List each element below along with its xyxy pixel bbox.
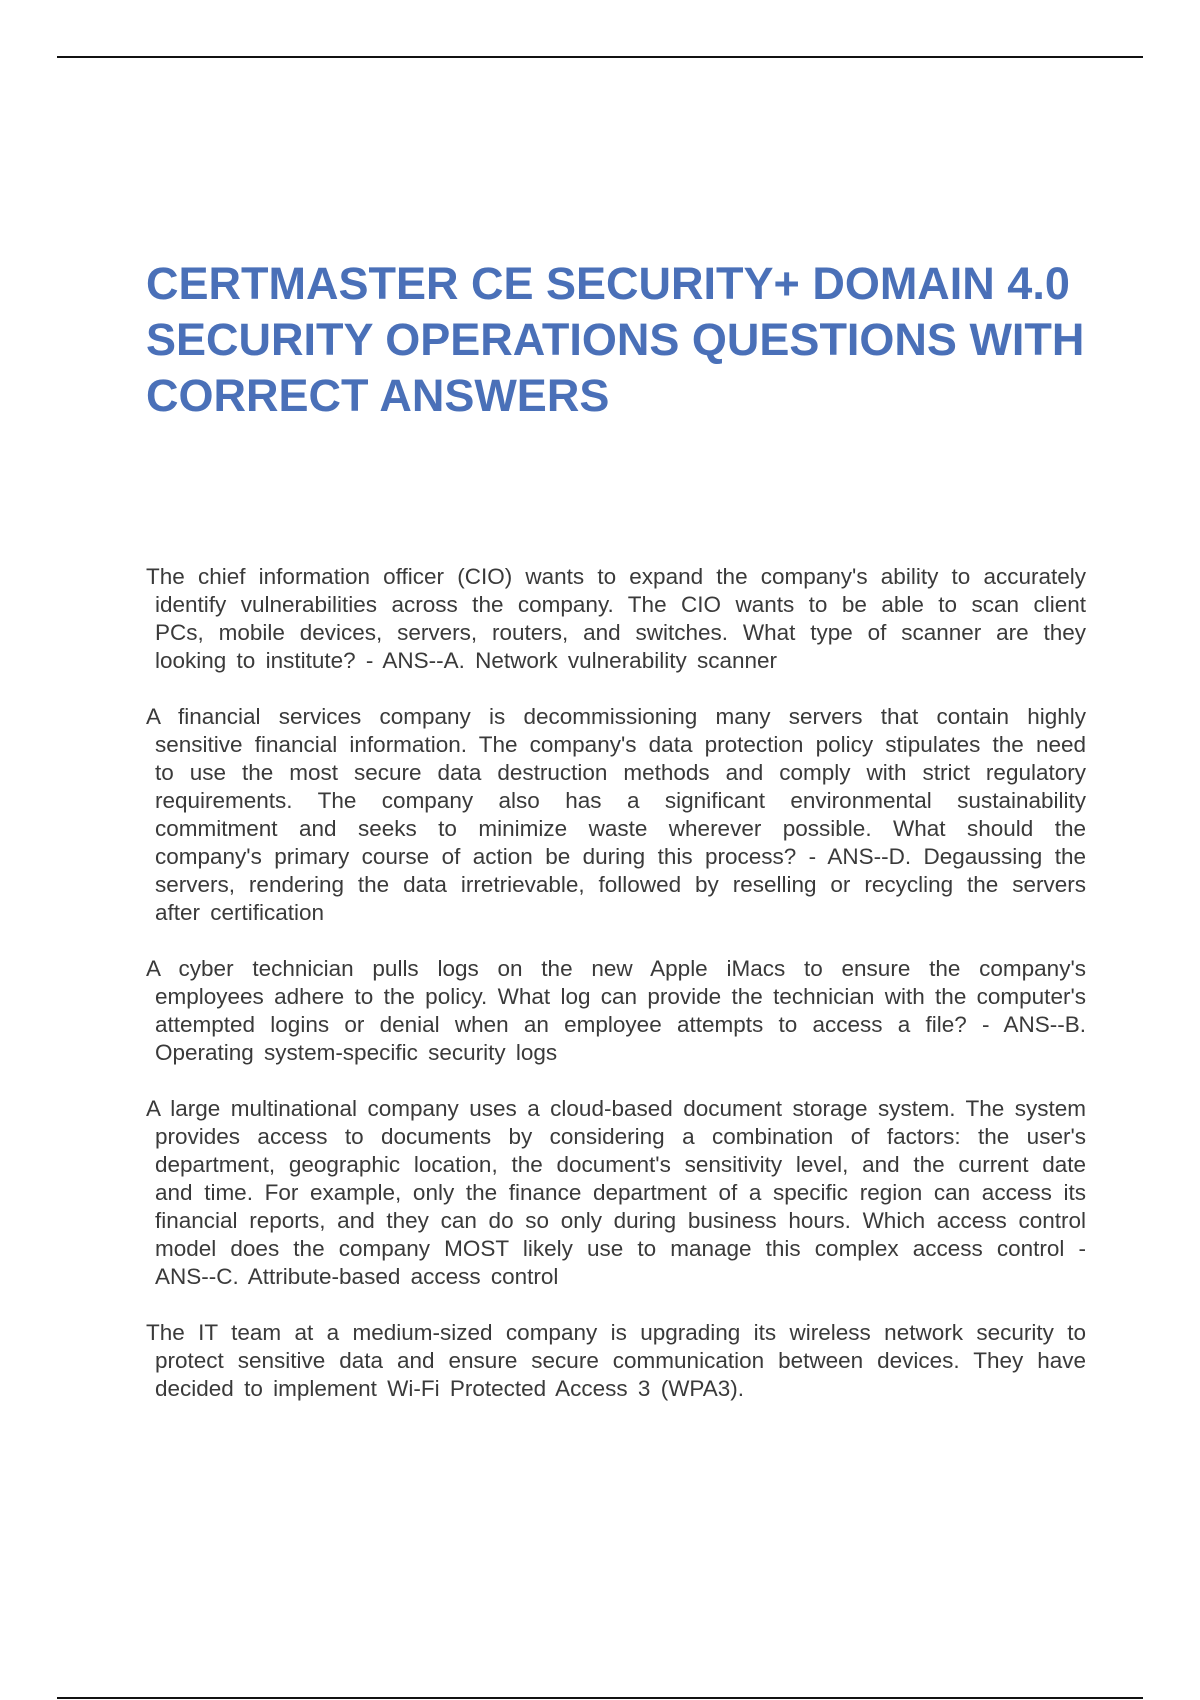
qa-item-3: A cyber technician pulls logs on the new Apple iMacs to ensure the company's employees adhere to the policy. What log can provide the technician with the computer's attempted logins or denial when an employee attempts to access a file? - ANS--B. Operating system-specific security logs: [146, 956, 1086, 1065]
top-rule: [57, 56, 1143, 58]
bottom-rule: [57, 1697, 1143, 1699]
qa-item-1: The chief information officer (CIO) wants to expand the company's ability to accurately identify vulnerabilities across the company. The CIO wants to be able to scan client PCs, mobile devices, servers, routers, and switches. What type of scanner are they looking to institute? - ANS--A. Network vulnerability scanner: [146, 564, 1086, 673]
document-title: CERTMASTER CE SECURITY+ DOMAIN 4.0 SECURITY OPERATIONS QUESTIONS WITH CORRECT ANSWERS: [146, 258, 1085, 421]
qa-item-4: A large multinational company uses a cloud-based document storage system. The system provides access to documents by considering a combination of factors: the user's department, geographic location, the document's sensitivity level, and the current date and time. For example, only the finance department of a specific region can access its financial reports, and they can do so only during business hours. Which access control model does the company MOST likely use to manage this complex access control - ANS--C. Attribute-based access control: [146, 1096, 1086, 1289]
question-answer-list: [146, 563, 1086, 1431]
qa-item-2: A financial services company is decommissioning many servers that contain highly sensitive financial information. The company's data protection policy stipulates the need to use the most secure data destruction methods and comply with strict regulatory requirements. The company also has a significant environmental sustainability commitment and seeks to minimize waste wherever possible. What should the company's primary course of action be during this process? - ANS--D. Degaussing the servers, rendering the data irretrievable, followed by reselling or recycling the servers after certification: [146, 704, 1086, 925]
qa-item-5: The IT team at a medium-sized company is upgrading its wireless network security to protect sensitive data and ensure secure communication between devices. They have decided to implement Wi-Fi Protected Access 3 (WPA3).: [146, 1320, 1086, 1401]
